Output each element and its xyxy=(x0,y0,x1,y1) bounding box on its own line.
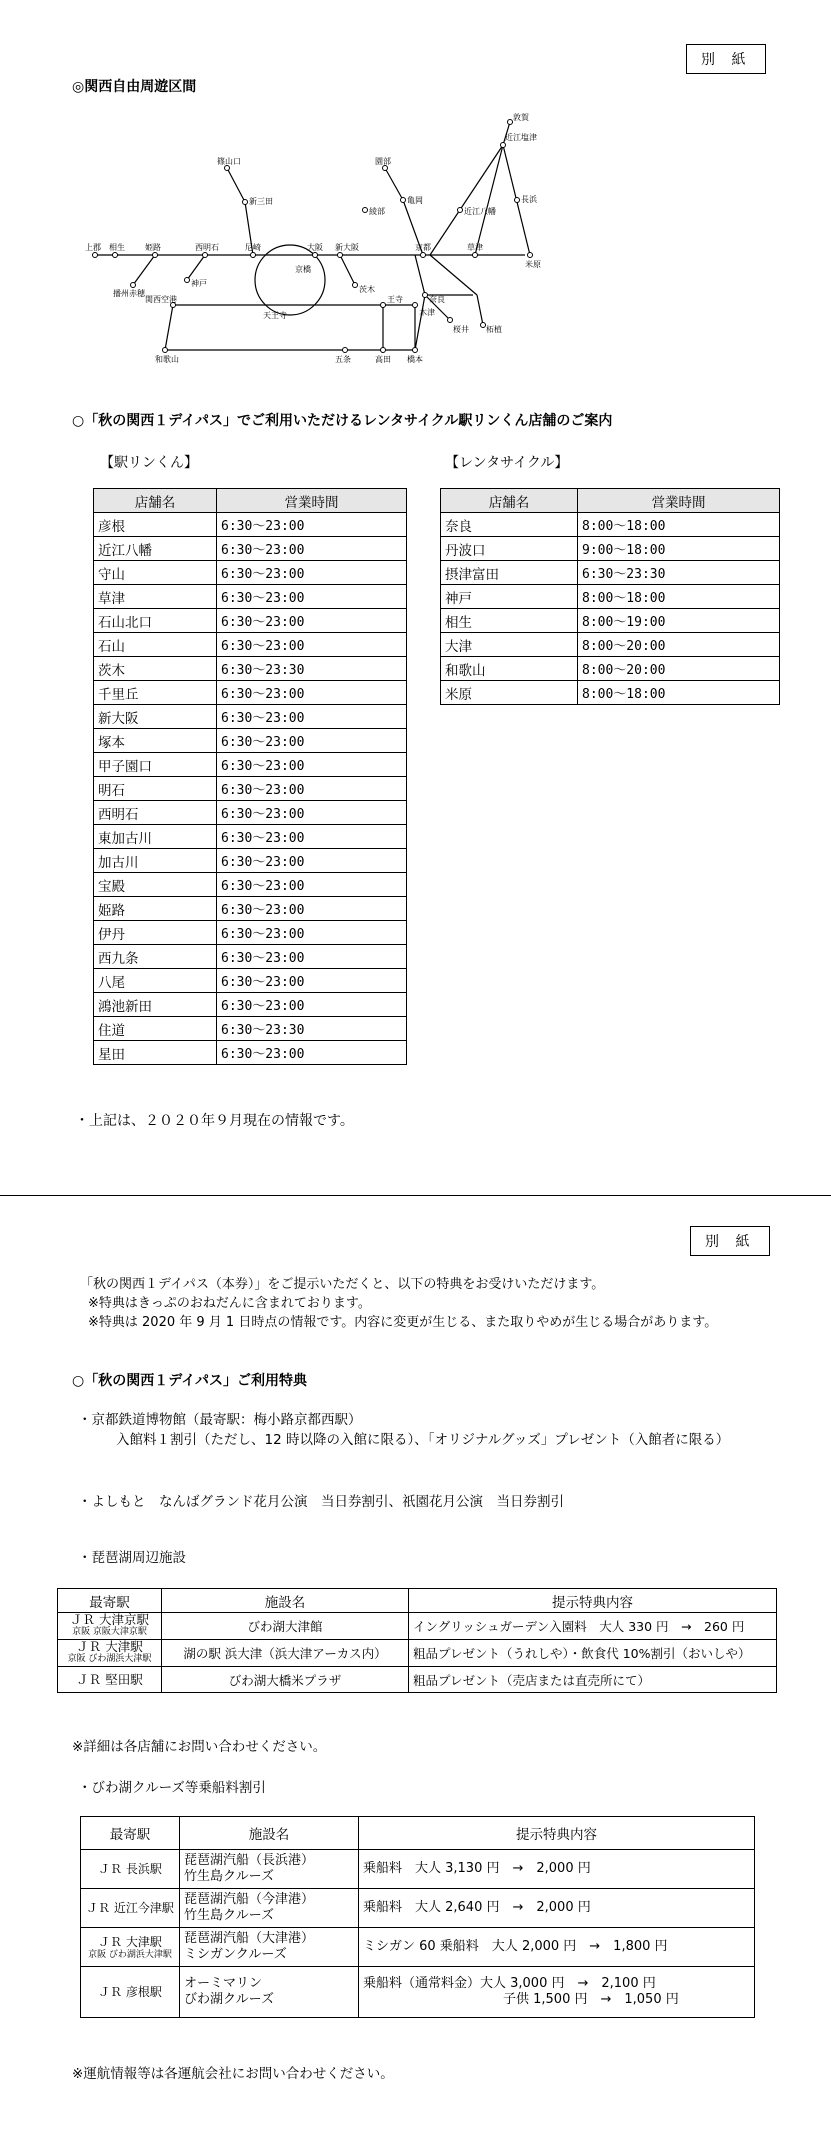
rinkun-header-store: 店舗名 xyxy=(94,489,217,513)
cruise-benefit-line: ミシガン 60 乗船料 大人 2,000 円 → 1,800 円 xyxy=(363,1939,668,1954)
rinkun-row xyxy=(94,561,407,585)
attachment-badge-2: 別 紙 xyxy=(690,1226,770,1256)
map-label-oji: 王寺 xyxy=(387,295,403,304)
store-note: ※詳細は各店舗にお問い合わせください。 xyxy=(72,1739,327,1755)
cruise-table xyxy=(80,1816,755,2018)
rinkun-hours: 6:30～23:00 xyxy=(217,537,407,561)
biwako-header-benefit: 提示特典内容 xyxy=(409,1589,777,1613)
rental-store-name: 神戸 xyxy=(441,585,578,609)
cruise-facility xyxy=(180,1928,359,1967)
rinkun-row xyxy=(94,681,407,705)
rental-hours: 9:00～18:00 xyxy=(578,537,780,561)
rinkun-row xyxy=(94,513,407,537)
map-label-sakurai: 桜井 xyxy=(453,325,469,334)
intro-line-1: 「秋の関西１デイパス（本券）」をご提示いただくと、以下の特典をお受けいただけます。 xyxy=(80,1277,605,1292)
cruise-facility-line: オーミマリン xyxy=(184,1976,263,1991)
biwako-table xyxy=(57,1588,777,1693)
attachment-badge: 別 紙 xyxy=(686,44,766,74)
rinkun-store-name: 石山 xyxy=(94,633,217,657)
cruise-row xyxy=(81,1850,755,1889)
rental-row xyxy=(441,609,780,633)
rinkun-row xyxy=(94,825,407,849)
map-label-maibara: 米原 xyxy=(525,260,541,269)
cruise-station-main: ＪＲ 大津駅 xyxy=(98,1934,162,1949)
cruise-row xyxy=(81,1928,755,1967)
rinkun-row xyxy=(94,537,407,561)
biwako-label: ・琵琶湖周辺施設 xyxy=(78,1550,186,1566)
map-label-ayabe: 綾部 xyxy=(369,207,385,216)
rinkun-hours: 6:30～23:00 xyxy=(217,921,407,945)
rental-store-name: 米原 xyxy=(441,681,578,705)
rental-hours: 8:00～18:00 xyxy=(578,585,780,609)
rinkun-row xyxy=(94,753,407,777)
map-label-sanyo: 播州赤穂 xyxy=(113,289,145,298)
rinkun-row xyxy=(94,609,407,633)
rinkun-store-name: 東加古川 xyxy=(94,825,217,849)
map-label-nishiakashi: 西明石 xyxy=(195,243,219,252)
rinkun-hours: 6:30～23:00 xyxy=(217,849,407,873)
museum-block xyxy=(78,1410,729,1450)
rinkun-hours: 6:30～23:00 xyxy=(217,561,407,585)
rinkun-row xyxy=(94,897,407,921)
cruise-facility-line: ミシガンクルーズ xyxy=(184,1947,287,1962)
rinkun-store-name: 宝殿 xyxy=(94,873,217,897)
rental-hours: 8:00～20:00 xyxy=(578,657,780,681)
biwako-header-station: 最寄駅 xyxy=(58,1589,162,1613)
cruise-station xyxy=(81,1850,180,1889)
rental-label: 【レンタサイクル】 xyxy=(445,455,569,471)
rinkun-store-name: 甲子園口 xyxy=(94,753,217,777)
rinkun-store-name: 伊丹 xyxy=(94,921,217,945)
rinkun-store-name: 住道 xyxy=(94,1017,217,1041)
biwako-station xyxy=(58,1613,162,1640)
rinkun-row xyxy=(94,585,407,609)
cruise-benefit xyxy=(359,1928,755,1967)
map-label-kyobashi: 京橋 xyxy=(295,265,311,274)
map-label-kizu: 木津 xyxy=(419,308,435,317)
biwako-station xyxy=(58,1640,162,1667)
cruise-benefit-line: 子供 1,500 円 → 1,050 円 xyxy=(503,1992,679,2007)
biwako-station-main: ＪＲ 大津駅 xyxy=(76,1639,143,1654)
rental-store-name: 大津 xyxy=(441,633,578,657)
biwako-station-main: ＪＲ 堅田駅 xyxy=(76,1672,143,1687)
cruise-facility-line: びわ湖クルーズ xyxy=(184,1992,274,2007)
rinkun-store-name: 鴻池新田 xyxy=(94,993,217,1017)
rinkun-store-name: 西九条 xyxy=(94,945,217,969)
rinkun-row xyxy=(94,801,407,825)
rental-hours: 8:00～18:00 xyxy=(578,513,780,537)
biwako-station-sub: 京阪 びわ湖浜大津駅 xyxy=(67,1654,152,1664)
map-label-wakayama: 和歌山 xyxy=(155,355,179,364)
biwako-station-main: ＪＲ 大津京駅 xyxy=(70,1612,149,1627)
map-label-nara: 奈良 xyxy=(429,295,445,304)
rinkun-hours: 6:30～23:00 xyxy=(217,585,407,609)
map-label-osaka: 大阪 xyxy=(307,243,323,252)
rental-table xyxy=(440,488,780,705)
rental-row xyxy=(441,561,780,585)
cruise-benefit xyxy=(359,1850,755,1889)
rinkun-store-name: 星田 xyxy=(94,1041,217,1065)
cruise-facility xyxy=(180,1889,359,1928)
rinkun-store-name: 明石 xyxy=(94,777,217,801)
rinkun-store-name: 姫路 xyxy=(94,897,217,921)
rental-hours: 8:00～18:00 xyxy=(578,681,780,705)
cruise-row xyxy=(81,1889,755,1928)
map-label-shin-osaka: 新大阪 xyxy=(335,243,359,252)
map-label-himeji: 姫路 xyxy=(145,243,161,252)
rinkun-hours: 6:30～23:00 xyxy=(217,777,407,801)
cruise-benefit xyxy=(359,1889,755,1928)
biwako-row xyxy=(58,1640,777,1667)
map-label-kobe: 神戸 xyxy=(191,279,207,288)
rental-hours: 8:00～19:00 xyxy=(578,609,780,633)
map-label-kusatsu: 草津 xyxy=(467,243,483,252)
biwako-station-sub: 京阪 京阪大津京駅 xyxy=(72,1627,147,1637)
yoshimoto-line: ・よしもと なんばグランド花月公演 当日券割引、祇園花月公演 当日券割引 xyxy=(78,1494,564,1510)
rinkun-row xyxy=(94,849,407,873)
map-label-tennoji: 天王寺 xyxy=(263,311,287,320)
rinkun-label: 【駅リンくん】 xyxy=(100,455,198,471)
biwako-row xyxy=(58,1613,777,1640)
rental-header-store: 店舗名 xyxy=(441,489,578,513)
map-label-gojo: 五条 xyxy=(335,355,351,364)
map-label-ohmihachiman: 近江八幡 xyxy=(464,207,496,216)
map-label-tsuruga: 敦賀 xyxy=(513,113,529,122)
cruise-note: ※運航情報等は各運航会社にお問い合わせください。 xyxy=(72,2066,394,2082)
rinkun-store-name: 守山 xyxy=(94,561,217,585)
rental-row xyxy=(441,585,780,609)
page-divider xyxy=(0,1195,831,1196)
cruise-benefit-line: 乗船料 大人 3,130 円 → 2,000 円 xyxy=(363,1861,591,1876)
museum-line-2: 入館料１割引（ただし、12 時以降の入館に限る）、「オリジナルグッズ」プレゼント（入館者に限る） xyxy=(116,1432,730,1448)
rinkun-hours: 6:30～23:00 xyxy=(217,705,407,729)
cruise-station-main: ＪＲ 彦根駅 xyxy=(98,1985,162,1999)
map-label-hashimoto: 橋本 xyxy=(407,355,423,364)
rental-row xyxy=(441,657,780,681)
intro-block xyxy=(80,1275,717,1332)
rinkun-hours: 6:30～23:00 xyxy=(217,513,407,537)
map-label-sonobe: 園部 xyxy=(375,157,391,166)
rinkun-hours: 6:30～23:00 xyxy=(217,633,407,657)
rinkun-hours: 6:30～23:00 xyxy=(217,729,407,753)
rinkun-hours: 6:30～23:00 xyxy=(217,993,407,1017)
rinkun-row xyxy=(94,1041,407,1065)
rinkun-hours: 6:30～23:00 xyxy=(217,609,407,633)
rental-section-title: ○「秋の関西１デイパス」でご利用いただけるレンタサイクル駅リンくん店舗のご案内 xyxy=(72,413,613,429)
biwako-station xyxy=(58,1667,162,1693)
map-label-kameoka: 亀岡 xyxy=(407,196,423,205)
cruise-facility-line: 竹生島クルーズ xyxy=(184,1869,274,1884)
cruise-station xyxy=(81,1928,180,1967)
rinkun-row xyxy=(94,993,407,1017)
map-label-kuzuha: 茨木 xyxy=(359,285,375,294)
rental-hours: 6:30～23:30 xyxy=(578,561,780,585)
rinkun-hours: 6:30～23:00 xyxy=(217,801,407,825)
rinkun-store-name: 草津 xyxy=(94,585,217,609)
cruise-facility-line: 琵琶湖汽船（大津港） xyxy=(184,1931,315,1946)
map-label-amagasaki: 尼崎 xyxy=(245,243,261,252)
rinkun-hours: 6:30～23:00 xyxy=(217,873,407,897)
map-label-nagahama: 長浜 xyxy=(521,195,537,204)
cruise-benefit-line: 乗船料（通常料金）大人 3,000 円 → 2,100 円 xyxy=(363,1976,656,1991)
map-label-kansai-airport: 関西空港 xyxy=(145,295,177,304)
rinkun-store-name: 西明石 xyxy=(94,801,217,825)
biwako-benefit: イングリッシュガーデン入園料 大人 330 円 → 260 円 xyxy=(409,1613,777,1640)
map-label-aioi: 相生 xyxy=(109,243,125,252)
cruise-station xyxy=(81,1967,180,2018)
rental-header-hours: 営業時間 xyxy=(578,489,780,513)
cruise-header-benefit: 提示特典内容 xyxy=(359,1817,755,1850)
biwako-row xyxy=(58,1667,777,1693)
rental-store-name: 相生 xyxy=(441,609,578,633)
rinkun-store-name: 千里丘 xyxy=(94,681,217,705)
cruise-benefit-line: 乗船料 大人 2,640 円 → 2,000 円 xyxy=(363,1900,591,1915)
map-label-shinsanda: 篠山口 xyxy=(217,157,241,166)
rental-store-name: 和歌山 xyxy=(441,657,578,681)
rinkun-row xyxy=(94,729,407,753)
rinkun-row xyxy=(94,777,407,801)
rinkun-table xyxy=(93,488,407,1065)
rinkun-row xyxy=(94,945,407,969)
cruise-label: ・びわ湖クルーズ等乗船料割引 xyxy=(78,1780,266,1796)
cruise-benefit xyxy=(359,1967,755,2018)
cruise-station xyxy=(81,1889,180,1928)
rinkun-store-name: 塚本 xyxy=(94,729,217,753)
rinkun-hours: 6:30～23:00 xyxy=(217,1041,407,1065)
biwako-benefit: 粗品プレゼント（うれしや）・飲食代 10%割引（おいしや） xyxy=(409,1640,777,1667)
map-label-kyoto: 京都 xyxy=(415,243,431,252)
rental-store-name: 奈良 xyxy=(441,513,578,537)
rinkun-store-name: 八尾 xyxy=(94,969,217,993)
cruise-facility-line: 琵琶湖汽船（長浜港） xyxy=(184,1853,315,1868)
rental-row xyxy=(441,537,780,561)
rental-row xyxy=(441,633,780,657)
rinkun-row xyxy=(94,921,407,945)
intro-line-2: ※特典はきっぷのおねだんに含まれております。 xyxy=(88,1296,371,1311)
biwako-facility: びわ湖大津館 xyxy=(162,1613,409,1640)
rinkun-store-name: 新大阪 xyxy=(94,705,217,729)
rinkun-header-hours: 営業時間 xyxy=(217,489,407,513)
museum-line-1: ・京都鉄道博物館（最寄駅：梅小路京都西駅） xyxy=(78,1412,362,1428)
cruise-row xyxy=(81,1967,755,2018)
rinkun-store-name: 加古川 xyxy=(94,849,217,873)
rinkun-store-name: 茨木 xyxy=(94,657,217,681)
rinkun-hours: 6:30～23:00 xyxy=(217,897,407,921)
rinkun-row xyxy=(94,969,407,993)
rinkun-hours: 6:30～23:00 xyxy=(217,681,407,705)
info-date-note: ・上記は、２０２０年９月現在の情報です。 xyxy=(75,1113,354,1129)
rinkun-hours: 6:30～23:00 xyxy=(217,753,407,777)
route-map xyxy=(85,110,545,380)
cruise-facility xyxy=(180,1967,359,2018)
biwako-benefit: 粗品プレゼント（売店または直売所にて） xyxy=(409,1667,777,1693)
cruise-station-main: ＪＲ 近江今津駅 xyxy=(86,1901,174,1915)
rinkun-row xyxy=(94,705,407,729)
area-title: ◎関西自由周遊区間 xyxy=(72,79,197,95)
rinkun-row xyxy=(94,633,407,657)
cruise-facility-line: 琵琶湖汽船（今津港） xyxy=(184,1892,315,1907)
rinkun-row xyxy=(94,873,407,897)
rental-row xyxy=(441,681,780,705)
rinkun-hours: 6:30～23:00 xyxy=(217,945,407,969)
rinkun-hours: 6:30～23:00 xyxy=(217,969,407,993)
map-label-takada: 高田 xyxy=(375,355,391,364)
map-label-tsuge: 柘植 xyxy=(486,325,502,334)
map-label-omi-shiotsu: 近江塩津 xyxy=(505,133,537,142)
biwako-facility: 湖の駅 浜大津（浜大津アーカス内） xyxy=(162,1640,409,1667)
rinkun-hours: 6:30～23:00 xyxy=(217,825,407,849)
intro-line-3: ※特典は 2020 年 9 月 1 日時点の情報です。内容に変更が生じる、また取りやめが生じる場合があります。 xyxy=(88,1315,718,1330)
cruise-station-main: ＪＲ 長浜駅 xyxy=(98,1862,162,1876)
cruise-header-facility: 施設名 xyxy=(180,1817,359,1850)
map-label-sanda: 新三田 xyxy=(249,197,273,206)
benefits-title: ○「秋の関西１デイパス」ご利用特典 xyxy=(72,1373,307,1389)
rental-hours: 8:00～20:00 xyxy=(578,633,780,657)
cruise-facility-line: 竹生島クルーズ xyxy=(184,1908,274,1923)
cruise-station-sub: 京阪 びわ湖浜大津駅 xyxy=(88,1949,172,1960)
rinkun-store-name: 彦根 xyxy=(94,513,217,537)
rinkun-row xyxy=(94,1017,407,1041)
rinkun-row xyxy=(94,657,407,681)
rinkun-store-name: 近江八幡 xyxy=(94,537,217,561)
rinkun-hours: 6:30～23:30 xyxy=(217,657,407,681)
cruise-facility xyxy=(180,1850,359,1889)
rental-row xyxy=(441,513,780,537)
biwako-facility: びわ湖大橋米プラザ xyxy=(162,1667,409,1693)
rental-store-name: 摂津富田 xyxy=(441,561,578,585)
biwako-header-facility: 施設名 xyxy=(162,1589,409,1613)
rinkun-store-name: 石山北口 xyxy=(94,609,217,633)
cruise-header-station: 最寄駅 xyxy=(81,1817,180,1850)
map-label-kamigori: 上郡 xyxy=(85,243,101,252)
rinkun-hours: 6:30～23:30 xyxy=(217,1017,407,1041)
rental-store-name: 丹波口 xyxy=(441,537,578,561)
